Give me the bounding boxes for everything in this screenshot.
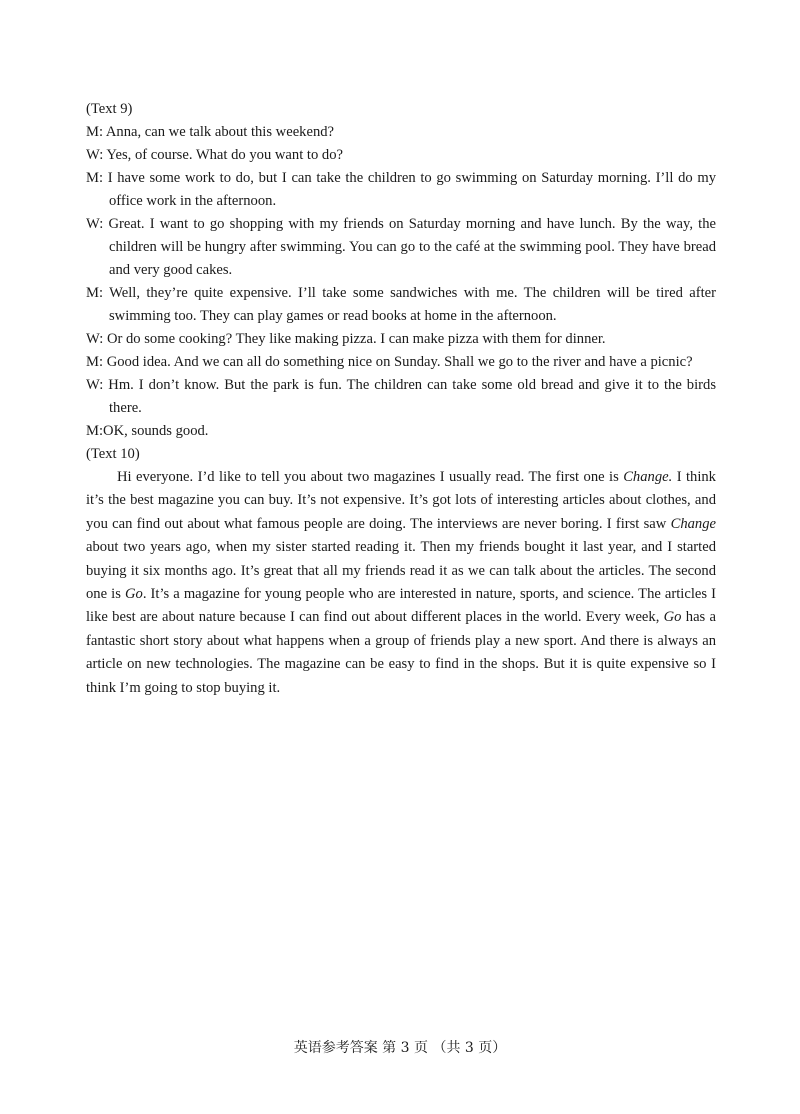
passage-segment: Hi everyone. I’d like to tell you about two magazines I usually read. The first one is	[117, 469, 624, 485]
dialogue-line	[86, 213, 716, 282]
text9-dialogue	[86, 121, 716, 443]
dialogue-line	[86, 420, 716, 443]
dialogue-line	[86, 144, 716, 167]
speaker-label: W:	[86, 147, 104, 163]
line-text: OK, sounds good.	[103, 423, 209, 439]
speaker-label: W:	[86, 331, 104, 347]
dialogue-line	[86, 282, 716, 328]
magazine-title-go: Go	[663, 609, 682, 626]
page-content	[86, 98, 716, 700]
dialogue-line	[86, 121, 716, 144]
passage-segment: about two years ago, when my sister started reading it. Then my friends bought it last year, and I started buying it six months ago. It’s great that all my friends read it as we can talk about the articles. The second one is	[86, 539, 716, 603]
text9-label: (Text 9)	[86, 101, 133, 117]
line-text: Well, they’re quite expensive. I’ll take some sandwiches with me. The children will be tired after swimming too. They can play games or read books at home in the afternoon.	[109, 285, 716, 324]
speaker-label: W:	[86, 377, 104, 393]
dialogue-line	[86, 374, 716, 420]
magazine-title-change: Change	[670, 515, 716, 532]
text10-passage	[86, 466, 716, 700]
line-text: Good idea. And we can all do something nice on Sunday. Shall we go to the river and have a picnic?	[106, 354, 693, 370]
passage-segment: I think it’s the best magazine you can buy. It’s not expensive. It’s got lots of interesting articles about clothes, and you can find out about what famous people are doing. The interviews are never boring. I first saw	[86, 469, 716, 532]
dialogue-line	[86, 328, 716, 351]
passage-segment: has a fantastic short story about what happens when a group of friends play a new sport. And there is always an article on new technologies. The magazine can be easy to find in the shops. But it is quite expensive so I think I’m going to stop buying it.	[86, 609, 716, 696]
text10-label: (Text 10)	[86, 446, 140, 462]
line-text: I have some work to do, but I can take the children to go swimming on Saturday morning. I’ll do my office work in the afternoon.	[107, 170, 716, 209]
speaker-label: M:	[86, 285, 104, 301]
line-text: Great. I want to go shopping with my friends on Saturday morning and have lunch. By the way, the children will be hungry after swimming. You can go to the café at the swimming pool. They have bread and very good cakes.	[108, 216, 716, 278]
line-text: Hm. I don’t know. But the park is fun. The children can take some old bread and give it to the birds there.	[108, 377, 716, 416]
magazine-title-go: Go	[124, 586, 143, 603]
line-text: Or do some cooking? They like making pizza. I can make pizza with them for dinner.	[106, 331, 606, 347]
line-text: Anna, can we talk about this weekend?	[105, 124, 335, 140]
speaker-label: M:	[86, 354, 104, 370]
magazine-title-change: Change.	[623, 469, 673, 485]
passage-segment: . It’s a magazine for young people who are interested in nature, sports, and science. The articles I like best are about nature because I can find out about different places in the world. Every week,	[86, 586, 716, 626]
speaker-label: M:	[86, 423, 104, 439]
speaker-label: M:	[86, 170, 104, 186]
dialogue-line	[86, 167, 716, 213]
line-text: Yes, of course. What do you want to do?	[106, 147, 343, 163]
page-footer: 英语参考答案 第 3 页 （共 3 页）	[293, 1040, 507, 1056]
speaker-label: M:	[86, 124, 104, 140]
dialogue-line	[86, 351, 716, 374]
speaker-label: W:	[86, 216, 104, 232]
